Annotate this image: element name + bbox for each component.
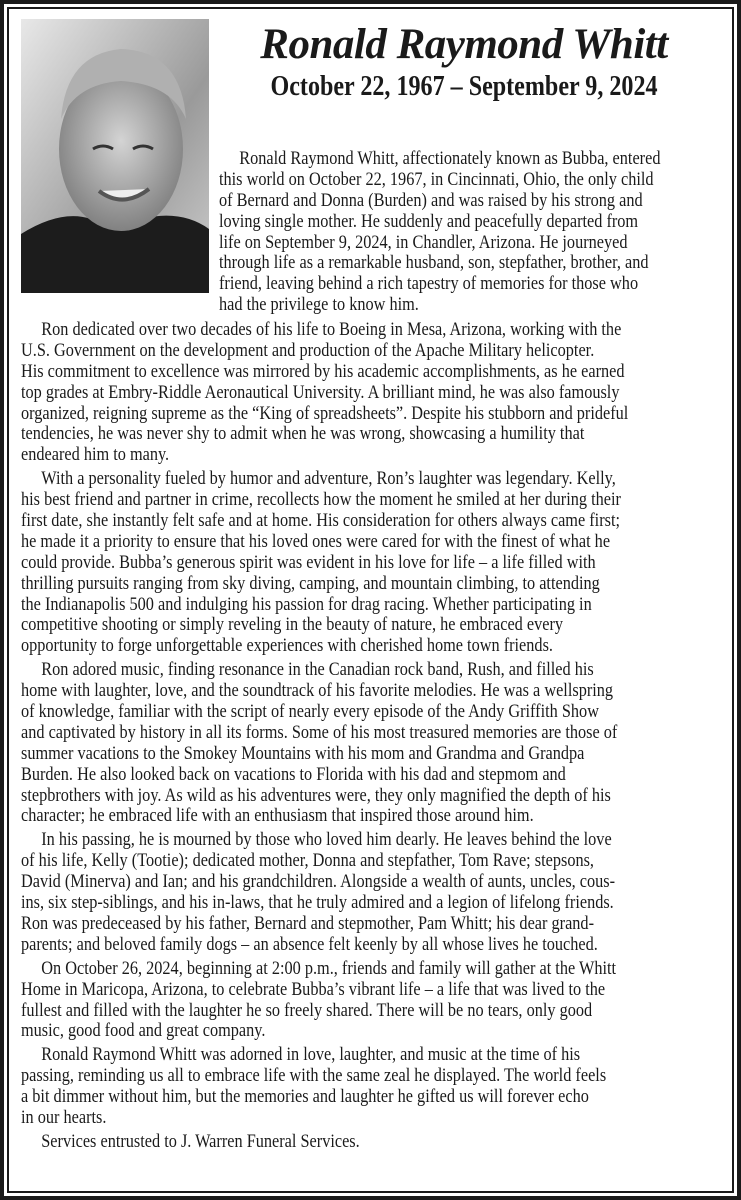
paragraph: [21, 830, 711, 955]
text-line: in our hearts.: [21, 1107, 107, 1128]
obituary-body: [21, 320, 711, 1156]
text-line: the Indianapolis 500 and indulging his passion for drag racing. Whether participating in: [21, 594, 592, 615]
text-line: fullest and filled with the laughter he so freely shared. There will be no tears, only good: [21, 1000, 593, 1021]
text-line: In his passing, he is mourned by those who loved him dearly. He leaves behind the love: [41, 830, 612, 851]
text-line: summer vacations to the Smokey Mountains with his mom and Grandma and Grandpa: [21, 743, 585, 764]
text-line: On October 26, 2024, beginning at 2:00 p.m., friends and family will gather at the Whitt: [41, 958, 617, 979]
text-line: parents; and beloved family dogs – an absence felt keenly by all whose lives he touched.: [21, 934, 598, 955]
text-line: a bit dimmer without him, but the memories and laughter he gifted us will forever echo: [21, 1087, 589, 1108]
text-line: Burden. He also looked back on vacations to Florida with his dad and stepmom and: [21, 764, 566, 785]
text-line: could provide. Bubba’s generous spirit was evident in his love for life – a life filled with: [21, 552, 596, 573]
paragraph: [21, 320, 711, 466]
text-line: Home in Maricopa, Arizona, to celebrate Bubba’s vibrant life – a life that was lived to the: [21, 979, 606, 1000]
text-line: thrilling pursuits ranging from sky diving, camping, and mountain climbing, to attending: [21, 573, 600, 594]
text-line: competitive shooting or simply reveling in the beauty of nature, he embraced every: [21, 615, 564, 636]
paragraph: [21, 959, 711, 1043]
text-line: organized, reigning supreme as the “King of spreadsheets”. Despite his stubborn and prideful: [21, 403, 629, 424]
text-line: music, good food and great company.: [21, 1021, 266, 1042]
text-line: top grades at Embry-Riddle Aeronautical University. A brilliant mind, he was also famously: [21, 382, 620, 403]
paragraph: [219, 149, 721, 316]
text-line: of knowledge, familiar with the script of nearly every episode of the Andy Griffith Show: [21, 702, 599, 723]
text-line: endeared him to many.: [21, 445, 170, 466]
text-line: opportunity to forge unforgettable experiences with cherished home town friends.: [21, 636, 553, 657]
intro-paragraph: [219, 149, 721, 319]
text-line: Ronald Raymond Whitt was adorned in love, laughter, and music at the time of his: [41, 1045, 581, 1066]
text-line: Ron dedicated over two decades of his life to Boeing in Mesa, Arizona, working with the: [41, 320, 622, 340]
text-line: stepbrothers with joy. As wild as his adventures were, they only magnified the depth of his: [21, 785, 611, 806]
text-line: With a personality fueled by humor and adventure, Ron’s laughter was legendary. Kelly,: [41, 469, 616, 490]
portrait-photo: [21, 19, 209, 293]
paragraph: [21, 660, 711, 827]
text-line: Services entrusted to J. Warren Funeral Services.: [41, 1131, 360, 1152]
text-line: first date, she instantly felt safe and at home. His consideration for others always came first;: [21, 511, 621, 532]
text-line: of Bernard and Donna (Burden) and was raised by his strong and: [219, 190, 643, 211]
text-line: through life as a remarkable husband, son, stepfather, brother, and: [219, 253, 649, 274]
text-line: loving single mother. He suddenly and peacefully departed from: [219, 211, 639, 232]
text-line: his best friend and partner in crime, recollects how the moment he smiled at her during their: [21, 490, 621, 511]
text-line: character; he embraced life with an enthusiasm that inspired those around him.: [21, 806, 534, 827]
text-line: Ron was predeceased by his father, Bernard and stepmother, Pam Whitt; his dear grand-: [21, 913, 595, 934]
text-line: Ron adored music, finding resonance in the Canadian rock band, Rush, and filled his: [41, 660, 594, 681]
text-line: this world on October 22, 1967, in Cincinnati, Ohio, the only child: [219, 169, 654, 190]
text-line: passing, reminding us all to embrace life with the same zeal he displayed. The world feels: [21, 1066, 607, 1087]
paragraph: [21, 469, 711, 657]
text-line: ins, six step-siblings, and his in-laws, that he truly admired and a legion of lifelong friends.: [21, 893, 614, 914]
text-line: life on September 9, 2024, in Chandler, Arizona. He journeyed: [219, 232, 628, 253]
text-line: he made it a priority to ensure that his loved ones were cared for with the finest of what he: [21, 531, 611, 552]
life-dates: [219, 70, 709, 104]
text-line: U.S. Government on the development and production of the Apache Military helicopter.: [21, 340, 595, 361]
text-line: home with laughter, love, and the soundtrack of his favorite melodies. He was a wellspring: [21, 681, 614, 702]
life-dates-text: October 22, 1967 – September 9, 2024: [270, 71, 658, 102]
text-line: of his life, Kelly (Tootie); dedicated mother, Donna and stepfather, Tom Rave; stepsons,: [21, 851, 595, 872]
text-line: tendencies, he was never shy to admit when he was wrong, showcasing a humility that: [21, 424, 585, 445]
paragraph: [21, 1045, 711, 1129]
text-line: friend, leaving behind a rich tapestry of memories for those who: [219, 274, 639, 295]
text-line: His commitment to excellence was mirrored by his academic accomplishments, as he earned: [21, 361, 625, 382]
text-line: Ronald Raymond Whitt, affectionately known as Bubba, entered: [239, 149, 661, 169]
text-line: had the privilege to know him.: [219, 295, 419, 316]
paragraph: [21, 1132, 711, 1153]
text-line: David (Minerva) and Ian; and his grandchildren. Alongside a wealth of aunts, uncles, cous-: [21, 872, 616, 893]
obituary-name: Ronald Raymond Whitt: [260, 21, 668, 68]
text-line: and captivated by history in all its forms. Some of his most treasured memories are those of: [21, 722, 618, 743]
